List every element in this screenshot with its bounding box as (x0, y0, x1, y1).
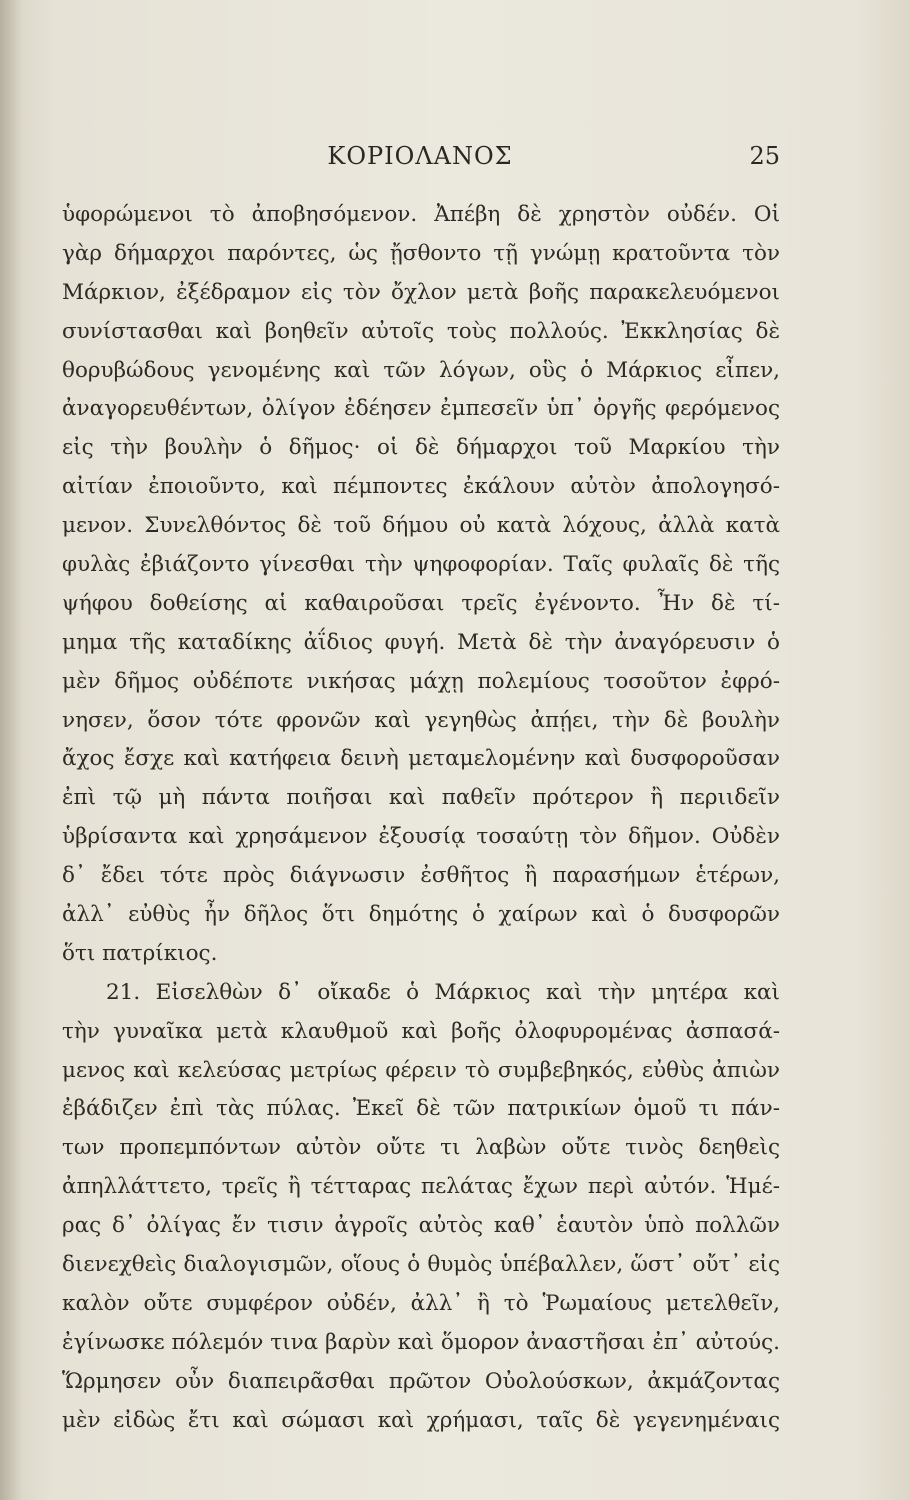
text-line: ὑβρίσαντα καὶ χρησάμενον ἐξουσίᾳ τοσαύτῃ τὸν δῆμον. Οὐδὲν (62, 824, 780, 850)
text-line: Ὥρμησεν οὖν διαπειρᾶσθαι πρῶτον Οὐολούσκων, ἀκμάζοντας (62, 1368, 780, 1394)
text-line: μὲν εἰδὼς ἔτι καὶ σώμασι καὶ χρήμασι, ταῖς δὲ γεγενημέναις (62, 1407, 780, 1433)
text-line: ἄχος ἔσχε καὶ κατήφεια δεινὴ μεταμελομένην καὶ δυσφοροῦσαν (62, 746, 780, 772)
section-start-line: 21. Εἰσελθὼν δ᾽ οἴκαδε ὁ Μάρκιος καὶ τὴν μητέρα καὶ (106, 979, 780, 1005)
text-line: ἀπηλλάττετο, τρεῖς ἢ τέτταρας πελάτας ἔχων περὶ αὐτόν. Ἡμέ- (62, 1174, 780, 1200)
text-line: ὑφορώμενοι τὸ ἀποβησόμενον. Ἀπέβη δὲ χρηστὸν οὐδέν. Οἱ (62, 202, 780, 227)
text-line: ρας δ᾽ ὀλίγας ἔν τισιν ἀγροῖς αὐτὸς καθ᾽ ἑαυτὸν ὑπὸ πολλῶν (62, 1213, 780, 1239)
running-title: ΚΟΡΙΟΛΑΝΟΣ (327, 142, 513, 170)
text-line: τὴν γυναῖκα μετὰ κλαυθμοῦ καὶ βοῆς ὀλοφυρομένας ἀσπασά- (62, 1018, 780, 1044)
text-line: καλὸν οὔτε συμφέρον οὐδέν, ἀλλ᾽ ἢ τὸ Ῥωμαίους μετελθεῖν, (62, 1290, 780, 1316)
text-line: των προπεμπόντων αὐτὸν οὔτε τι λαβὼν οὔτε τινὸς δεηθεὶς (62, 1135, 780, 1161)
text-line: γὰρ δήμαρχοι παρόντες, ὡς ᾔσθοντο τῇ γνώμῃ κρατοῦντα τὸν (62, 240, 780, 266)
text-line: ἐγίνωσκε πόλεμόν τινα βαρὺν καὶ ὅμορον ἀναστῆσαι ἐπ᾽ αὐτούς. (62, 1329, 780, 1355)
text-line: φυλὰς ἐβιάζοντο γίνεσθαι τὴν ψηφοφορίαν. Ταῖς φυλαῖς δὲ τῆς (62, 552, 780, 578)
text-line: ἀναγορευθέντων, ὀλίγον ἐδέησεν ἐμπεσεῖν ὑπ᾽ ὀργῆς φερόμενος (62, 396, 780, 422)
text-line: μημα τῆς καταδίκης ἀΐδιος φυγή. Μετὰ δὲ τὴν ἀναγόρευσιν ὁ (62, 629, 780, 655)
text-line: ἐβάδιζεν ἐπὶ τὰς πύλας. Ἐκεῖ δὲ τῶν πατρικίων ὁμοῦ τι πάν- (62, 1096, 780, 1122)
text-line: ὅτι πατρίκιος. (62, 940, 218, 966)
text-line: μενος καὶ κελεύσας μετρίως φέρειν τὸ συμβεβηκός, εὐθὺς ἀπιὼν (62, 1057, 780, 1083)
text-line: αἰτίαν ἐποιοῦντο, καὶ πέμποντες ἐκάλουν αὐτὸν ἀπολογησό- (62, 474, 780, 500)
text-line: διενεχθεὶς διαλογισμῶν, οἵους ὁ θυμὸς ὑπέβαλλεν, ὥστ᾽ οὔτ᾽ εἰς (62, 1252, 780, 1278)
text-line: μὲν δῆμος οὐδέποτε νικήσας μάχῃ πολεμίους τοσοῦτον ἐφρό- (62, 668, 780, 694)
text-line: θορυβώδους γενομένης καὶ τῶν λόγων, οὓς ὁ Μάρκιος εἶπεν, (62, 357, 780, 383)
text-line: δ᾽ ἔδει τότε πρὸς διάγνωσιν ἐσθῆτος ἢ παρασήμων ἑτέρων, (62, 863, 780, 889)
page-number: 25 (749, 142, 780, 170)
text-line: εἰς τὴν βουλὴν ὁ δῆμος· οἱ δὲ δήμαρχοι τοῦ Μαρκίου τὴν (62, 435, 780, 461)
text-line: μενον. Συνελθόντος δὲ τοῦ δήμου οὐ κατὰ λόχους, ἀλλὰ κατὰ (62, 513, 780, 539)
text-line: Μάρκιον, ἐξέδραμον εἰς τὸν ὄχλον μετὰ βοῆς παρακελευόμενοι (62, 279, 780, 305)
running-head (60, 138, 780, 178)
text-line: νησεν, ὅσον τότε φρονῶν καὶ γεγηθὼς ἀπῄει, τὴν δὲ βουλὴν (62, 707, 780, 733)
text-line: ἀλλ᾽ εὐθὺς ἦν δῆλος ὅτι δημότης ὁ χαίρων καὶ ὁ δυσφορῶν (62, 902, 780, 928)
body-text (62, 196, 780, 1441)
text-line: ἐπὶ τῷ μὴ πάντα ποιῆσαι καὶ παθεῖν πρότερον ἢ περιιδεῖν (62, 785, 780, 811)
text-line: συνίστασθαι καὶ βοηθεῖν αὐτοῖς τοὺς πολλούς. Ἐκκλησίας δὲ (62, 318, 780, 344)
text-line: ψήφου δοθείσης αἱ καθαιροῦσαι τρεῖς ἐγένοντο. Ἦν δὲ τί- (62, 590, 780, 616)
binding-shadow (0, 0, 22, 1500)
